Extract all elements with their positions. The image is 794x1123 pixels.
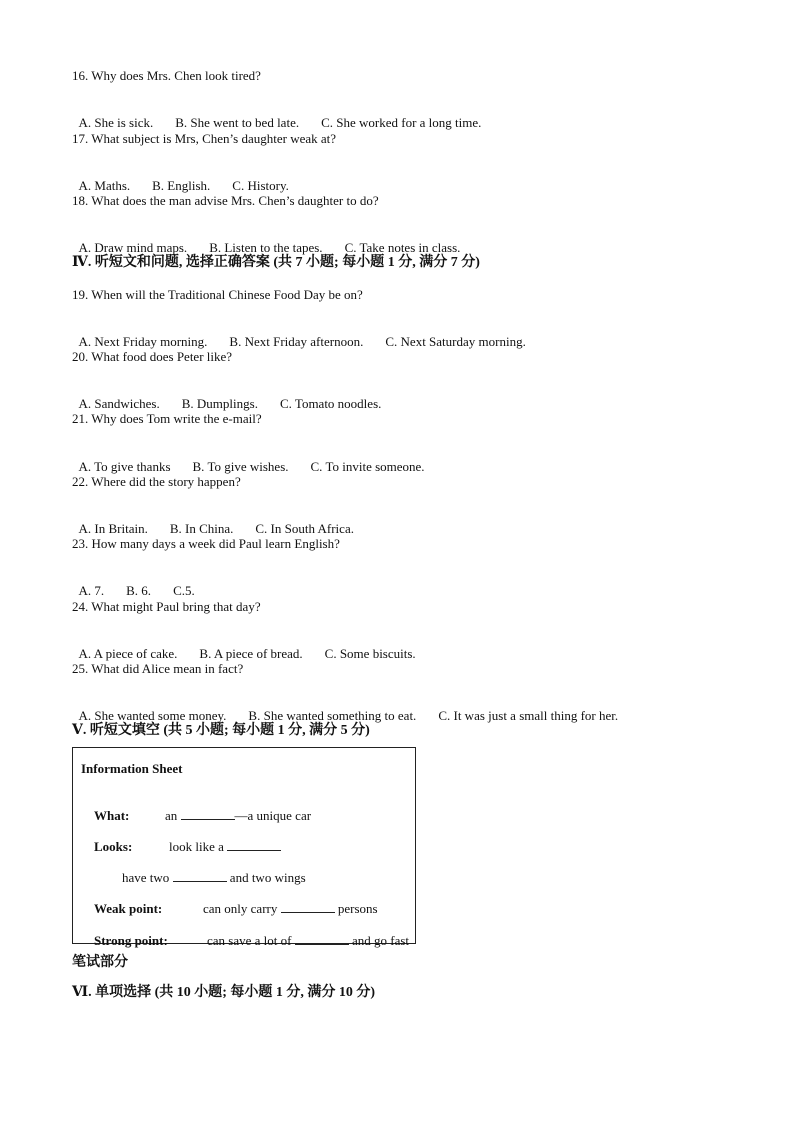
option-a: A. Sandwiches. [78,396,160,411]
option-b: B. Listen to the tapes. [209,240,323,255]
option-b: B. A piece of bread. [199,646,303,661]
strong-pre: can save a lot of [207,933,292,948]
option-a: A. Next Friday morning. [78,334,208,349]
blank-1[interactable] [181,808,235,820]
options-20 [72,380,403,412]
question-20: 20. What food does Peter like? [72,349,233,364]
options-19 [72,318,548,350]
option-c: C. Take notes in class. [344,240,461,255]
options-25 [72,692,640,724]
section-4-heading: Ⅳ. 听短文和问题, 选择正确答案 (共 7 小题; 每小题 1 分, 满分 7 分) [72,255,480,270]
option-a: A. To give thanks [78,459,171,474]
option-c: C. Some biscuits. [324,646,416,661]
what-pre: an [165,808,178,823]
option-b: B. In China. [169,521,234,536]
option-c: C.5. [173,583,195,598]
option-a: A. In Britain. [78,521,148,536]
option-a: A. A piece of cake. [78,646,178,661]
question-21: 21. Why does Tom write the e-mail? [72,411,262,426]
section-5-heading: Ⅴ. 听短文填空 (共 5 小题; 每小题 1 分, 满分 5 分) [72,723,370,738]
options-23 [72,567,217,599]
written-part-heading: 笔试部分 [72,955,128,970]
option-a: A. She wanted some money. [78,708,227,723]
question-18: 18. What does the man advise Mrs. Chen’s daughter to do? [72,193,379,208]
strong-content [194,917,409,965]
looks-pre: look like a [169,839,224,854]
option-a: A. Maths. [78,178,131,193]
section-6-heading: Ⅵ. 单项选择 (共 10 小题; 每小题 1 分, 满分 10 分) [72,985,376,1000]
what-post: —a unique car [234,808,312,823]
option-b: B. To give wishes. [192,459,289,474]
options-22 [72,505,376,537]
option-c: C. In South Africa. [255,521,354,536]
option-c: C. She worked for a long time. [321,115,482,130]
question-17: 17. What subject is Mrs, Chen’s daughter weak at? [72,131,337,146]
question-19: 19. When will the Traditional Chinese Food Day be on? [72,287,363,302]
options-16 [72,99,503,131]
blank-2[interactable] [227,839,281,851]
looks2-post: and two wings [229,870,306,885]
question-24: 24. What might Paul bring that day? [72,599,261,614]
option-a: A. Draw mind maps. [78,240,188,255]
option-b: B. She went to bed late. [175,115,300,130]
weak-pre: can only carry [203,901,278,916]
what-label: What: [94,808,130,823]
option-c: C. Next Saturday morning. [385,334,526,349]
sheet-title: Information Sheet [81,761,183,776]
option-c: C. It was just a small thing for her. [438,708,619,723]
option-c: C. History. [232,178,289,193]
option-c: C. Tomato noodles. [279,396,382,411]
option-a: A. 7. [78,583,105,598]
question-22: 22. Where did the story happen? [72,474,241,489]
question-16: 16. Why does Mrs. Chen look tired? [72,68,261,83]
option-b: B. Dumplings. [181,396,258,411]
weak-label: Weak point: [94,901,163,916]
options-21 [72,443,447,475]
option-b: B. 6. [126,583,152,598]
option-c: C. To invite someone. [310,459,425,474]
option-a: A. She is sick. [78,115,154,130]
blank-5[interactable] [295,933,349,945]
option-b: B. She wanted something to eat. [248,708,417,723]
question-23: 23. How many days a week did Paul learn English? [72,536,340,551]
options-18 [72,224,482,256]
option-b: B. English. [152,178,211,193]
weak-post: persons [337,901,378,916]
strong-post: and go fast [351,933,410,948]
options-24 [72,630,438,662]
option-b: B. Next Friday afternoon. [229,334,364,349]
strong-label: Strong point: [94,933,168,948]
question-25: 25. What did Alice mean in fact? [72,661,244,676]
information-sheet [72,747,416,948]
looks2-pre: have two [122,870,170,885]
looks-label: Looks: [94,839,133,854]
blank-3[interactable] [173,870,227,882]
options-17 [72,162,311,194]
blank-4[interactable] [281,901,335,913]
